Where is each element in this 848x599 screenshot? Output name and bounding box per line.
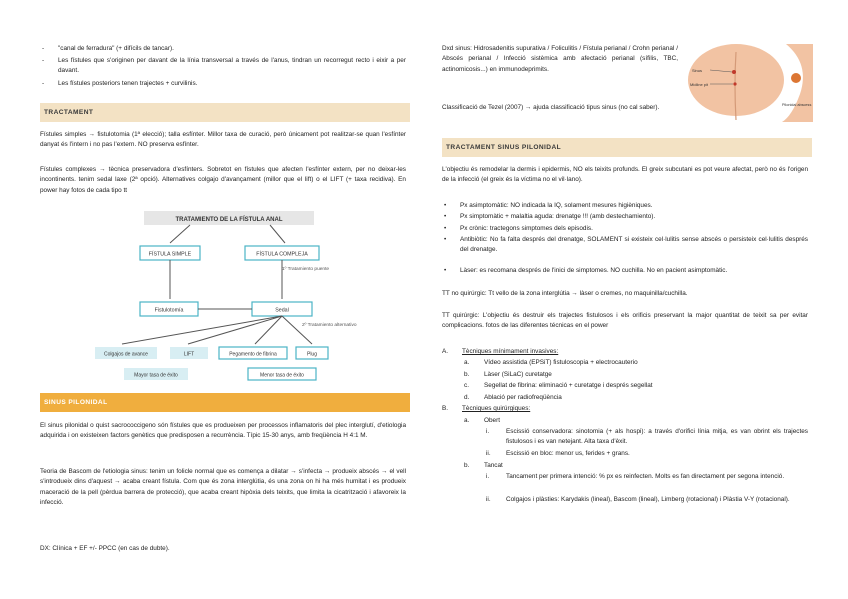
technique-item: b. Tancat bbox=[464, 462, 503, 469]
pilonidal-sinus-figure bbox=[688, 44, 813, 122]
para-classificacio-tezel: Classificació de Tezel (2007) → ajuda classificació tipus sinus (no cal saber). bbox=[442, 104, 660, 111]
para-fistules-simples: Fístules simples → fistulotomia (1ª elecció); talla esfínter. Millor taxa de curació, però únicament pot realitzar-se quan l'esfínter danyat és l'intern i no pas l'extern. NO preserva esfínter. bbox=[40, 131, 406, 149]
technique-item: i. Escissió conservadora: sinotomia (+ als hospi): a través d'orifici línia mitja, es van obrint els trajectes fistulosos i es van netejant. Alta taxa d'èxit. bbox=[486, 428, 808, 446]
technique-item: b. Làser (SiLaC) curetatge bbox=[464, 371, 552, 378]
diagram-lift: LIFT bbox=[183, 351, 195, 358]
technique-item: d. Ablació per radiofreqüència bbox=[464, 394, 562, 401]
bullet-fistules-anteriors: - Les fístules que s'originen per davant de la línia transversal a través de l'anus, tindran un recorregut recto i eixir a per davant. bbox=[42, 57, 406, 75]
technique-item: ii. Colgajos i plàsties: Karydakis (lineal), Bascom (lineal), Limberg (rotacional) i Plàstia V-Y (rotacional). bbox=[486, 496, 790, 503]
para-sinus-definicio: El sinus pilonidal o quist sacrococcigeno són fístules que es produeixen per processos inflamatoris del plec interglutí, d'etiologia adquirida i on existeixen factors genètics que predisposen a recurrència. Típic 15-30 anys, amb freqüència H 4:1 M. bbox=[40, 422, 406, 440]
figure-label-sinus: Sinus bbox=[692, 68, 703, 73]
diagram-fistulotomia: Fistulotomía bbox=[154, 307, 184, 314]
sinus-bullet-item: • Antibiòtic: No fa falta després del drenatge, SOLAMENT si existeix cel·lulitis sense abscés o persisteix cel·lulitis després del drenatge. bbox=[444, 236, 808, 254]
technique-item: A. Tècniques mínimament invasives: bbox=[442, 348, 559, 355]
technique-item: c. Segellat de fibrina: eliminació + curetatge i després segellat bbox=[464, 382, 653, 389]
technique-item: ii. Escissió en bloc: menor us, ferides + grans. bbox=[486, 450, 630, 457]
diagram-title: TRATAMIENTO DE LA FÍSTULA ANAL bbox=[175, 217, 283, 223]
para-objectiu-tractament: L'objectiu és remodelar la dermis i epidermis, NO els teixits profunds. El greix subcutani es pot veure afectat, però no és l'origen de la infecció (el greix és la víctima no el vil·lano). bbox=[442, 166, 808, 184]
diagram-pegamento: Pegamento de fibrina bbox=[229, 351, 277, 358]
diagram-tratamiento2: 2º Tratamiento alternativo bbox=[302, 323, 357, 328]
diagram-sedal: Sedal bbox=[275, 307, 289, 314]
para-dx-diferencial: Dxd sinus: Hidrosadenitis supurativa / Foliculitis / Fístula perianal / Crohn perianal / Abscés perianal / Infecció sistèmica amb afectació perianal (sífilis, TBC, actinomicosis...) en immunodeprimits. bbox=[442, 45, 678, 73]
sinus-bullet-item: • Px simptomàtic + malaltia aguda: drenatge !!! (amb destechamiento). bbox=[444, 213, 656, 220]
technique-item: a. Vídeo assistida (EPSiT) fistuloscopia + electrocauterio bbox=[464, 359, 638, 366]
figure-label-pit: Midline pit bbox=[690, 82, 709, 87]
sinus-bullet-item: • Làser: es recomana després de l'inici de simptomes. NO cuchilla. No en pacient asimptomàtic. bbox=[444, 267, 728, 274]
diagram-colgajos: Colgajos de avance bbox=[104, 351, 148, 358]
diagram-tratamiento1: 1º Tratamiento puente bbox=[282, 267, 330, 272]
diagram-simple: FÍSTULA SIMPLE bbox=[148, 251, 192, 258]
diagram-plug: Plug bbox=[306, 351, 318, 358]
fistula-treatment-diagram bbox=[40, 209, 410, 387]
diagram-menor: Menor tasa de éxito bbox=[260, 372, 304, 379]
technique-item: B. Tècniques quirúrgiques: bbox=[442, 405, 531, 412]
diagram-mayor: Mayor tasa de éxito bbox=[134, 372, 178, 379]
section-tractament-sinus: TRACTAMENT SINUS PILONIDAL bbox=[442, 138, 812, 157]
para-fistules-complexes: Fístules complexes → tècnica preservadora d'esfínters. Sobretot en fístules que afecten l'esfínter extern, per no deixar-les incontinents. tenim sedal laxe (2ª opció). Alternatives colgajo d'avançament (millor que el lift) o el LIFT (+ taxa recidiva). En power hay fotos de cada tipo tt bbox=[40, 166, 406, 194]
para-teoria-bascom: Teoria de Bascom de l'etiologia sinus: tenim un folicle normal que es comença a dilatar → s'infecta → produeix abscés → el vell s'introdueix dins d'aquest → acaba creant fístula. Com que és zona interglútia, és una zona on hi ha més humitat i es produeix maceració de la pell (pèrdua barrera de protecció), que acaba creant hipòxia dels teixits, que limita la cicatrització i afavoreix la infecció. bbox=[40, 468, 406, 507]
figure-label-abscess: Pilonidal abscess bbox=[782, 103, 812, 107]
sinus-bullet-item: • Px asimptomàtic: NO indicada la IQ, solament mesures higièniques. bbox=[444, 202, 653, 209]
technique-item: a. Obert bbox=[464, 417, 500, 424]
bullet-fistules-posteriors: - Les fístules posteriors tenen trajectes + curvilinis. bbox=[42, 80, 198, 87]
para-tt-no-quirurgic: TT no quirúrgic: Tt vello de la zona interglútia → làser o cremes, no maquinilla/cuchilla. bbox=[442, 290, 688, 297]
sinus-bullet-item: • Px crònic: tractegons simptomes dels episodis. bbox=[444, 225, 593, 232]
technique-item: i. Tancament per primera intenció: % px es reinfecten. Molts es fan directament per segona intenció. bbox=[486, 473, 785, 480]
para-tt-quirurgic: TT quirúrgic: L'objectiu és destruir els trajectes fistulosos i els orificis preservant la major quantitat de teixit sa per evitar complicacions. fotos de las diferentes técnicas en el power bbox=[442, 312, 808, 330]
para-diagnostic: DX: Clínica + EF +/- PPCC (en cas de dubte). bbox=[40, 545, 170, 552]
bullet-canal-ferradura: - "canal de ferradura" (+ difícils de tancar). bbox=[42, 45, 174, 52]
section-sinus-pilonidal: SINUS PILONIDAL bbox=[40, 393, 410, 412]
diagram-compleja: FÍSTULA COMPLEJA bbox=[256, 251, 308, 258]
section-tractament: TRACTAMENT bbox=[40, 103, 410, 122]
